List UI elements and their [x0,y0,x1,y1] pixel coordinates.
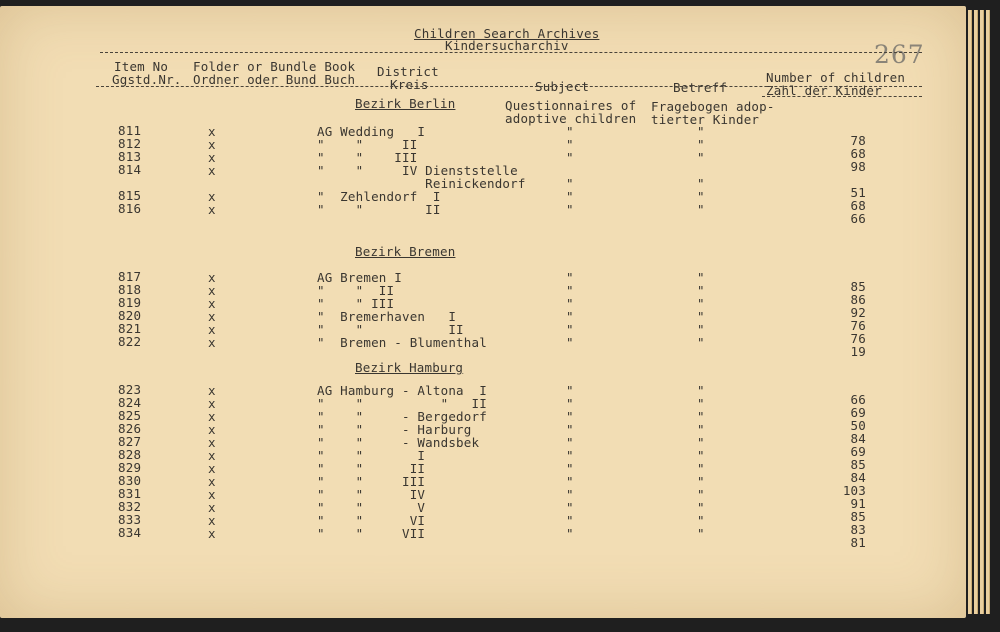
district-cell: " " II [317,137,418,152]
folder-mark-cell: x [208,487,216,502]
children-count-cell: 69 [850,405,866,420]
document-subtitle: Kindersucharchiv [445,38,569,53]
header-folder-de: Ordner oder Bund Buch [193,72,356,87]
subject-ditto-cell: " [566,422,574,437]
item-number-cell: 811 [118,123,142,138]
header-top-rule [100,52,922,53]
children-count-cell: 84 [850,470,866,485]
folder-mark-cell: x [208,383,216,398]
subject-ditto-cell: " [566,150,574,165]
subject-ditto-cell: " [566,500,574,515]
betreff-ditto-cell: " [697,409,705,424]
section-subject: Questionnaires of [505,98,637,113]
subject-ditto-cell: " [566,461,574,476]
betreff-ditto-cell: " [697,513,705,528]
subject-ditto-cell: " [566,202,574,217]
item-number-cell: 834 [118,525,142,540]
page-edge [968,10,972,614]
betreff-ditto-cell: " [697,474,705,489]
betreff-ditto-cell: " [697,309,705,324]
item-number-cell: 825 [118,408,142,423]
children-count-cell: 69 [850,444,866,459]
section-betreff-line2: tierter Kinder [651,112,760,127]
children-count-cell: 50 [850,418,866,433]
betreff-ditto-cell: " [697,322,705,337]
subject-ditto-cell: " [566,296,574,311]
folder-mark-cell: x [208,435,216,450]
children-count-cell: 84 [850,431,866,446]
folder-mark-cell: x [208,150,216,165]
children-count-cell: 86 [850,292,866,307]
betreff-ditto-cell: " [697,283,705,298]
betreff-ditto-cell: " [697,202,705,217]
header-subject: Subject [535,79,590,94]
page-edge [974,10,978,614]
betreff-ditto-cell: " [697,487,705,502]
item-number-cell: 814 [118,162,142,177]
subject-ditto-cell: " [566,383,574,398]
district-cell: AG Bremen I [317,270,402,285]
betreff-ditto-cell: " [697,137,705,152]
betreff-ditto-cell: " [697,383,705,398]
district-cell: " " VI [317,513,426,528]
item-number-cell: 828 [118,447,142,462]
subject-ditto-cell: " [566,474,574,489]
folder-mark-cell: x [208,335,216,350]
subject-ditto-cell: " [566,526,574,541]
children-count-cell: 103 [842,483,866,498]
children-count-cell: 85 [850,279,866,294]
folder-mark-cell: x [208,448,216,463]
district-cell: " " VII [317,526,426,541]
children-count-cell: 76 [850,331,866,346]
betreff-ditto-cell: " [697,448,705,463]
children-count-cell: 78 [850,133,866,148]
subject-ditto-cell: " [566,396,574,411]
item-number-cell: 819 [118,295,142,310]
district-cell: " " V [317,500,426,515]
page-edge [986,10,990,614]
item-number-cell: 821 [118,321,142,336]
betreff-ditto-cell: " [697,176,705,191]
children-count-cell: 83 [850,522,866,537]
district-cell: AG Hamburg - Altona I [317,383,487,398]
children-count-cell: 66 [850,211,866,226]
betreff-ditto-cell: " [697,270,705,285]
section-subject-line2: adoptive children [505,111,637,126]
betreff-ditto-cell: " [697,189,705,204]
subject-ditto-cell: " [566,513,574,528]
folder-mark-cell: x [208,526,216,541]
district-cell: " " II [317,283,395,298]
folder-mark-cell: x [208,189,216,204]
subject-ditto-cell: " [566,448,574,463]
item-number-cell: 820 [118,308,142,323]
district-cell: " Bremen - Blumenthal [317,335,487,350]
subject-ditto-cell: " [566,322,574,337]
betreff-ditto-cell: " [697,422,705,437]
folder-mark-cell: x [208,163,216,178]
item-number-cell: 816 [118,201,142,216]
item-number-cell: 823 [118,382,142,397]
district-cell: " " - Wandsbek [317,435,480,450]
children-count-cell: 92 [850,305,866,320]
folder-mark-cell: x [208,124,216,139]
folder-mark-cell: x [208,409,216,424]
children-count-cell: 98 [850,159,866,174]
section-title: Bezirk Hamburg [355,360,464,375]
district-cell: " " - Bergedorf [317,409,487,424]
folder-mark-cell: x [208,474,216,489]
header-district-de: Kreis [390,77,429,92]
betreff-ditto-cell: " [697,396,705,411]
district-cell: " " " II [317,396,487,411]
children-count-cell: 76 [850,318,866,333]
children-count-cell: 91 [850,496,866,511]
header-betreff: Betreff [673,80,728,95]
header-number-rule [762,96,922,97]
subject-ditto-cell: " [566,309,574,324]
folder-mark-cell: x [208,296,216,311]
district-cell: Reinickendorf [317,176,526,191]
header-number: Number of children [766,70,906,85]
item-number-cell: 833 [118,512,142,527]
page-number: 267 [874,40,925,69]
section-title: Bezirk Berlin [355,96,456,111]
district-cell: " " II [317,202,441,217]
district-cell: " Bremerhaven I [317,309,457,324]
header-item-no-de: Ggstd.Nr. [112,72,182,87]
header-bottom-rule [96,86,922,87]
district-cell: " " II [317,461,426,476]
subject-ditto-cell: " [566,435,574,450]
folder-mark-cell: x [208,309,216,324]
header-number-de: Zahl der Kinder [766,83,882,98]
item-number-cell: 824 [118,395,142,410]
district-cell: " " I [317,448,426,463]
item-number-cell: 813 [118,149,142,164]
header-folder: Folder or Bundle Book [193,59,356,74]
subject-ditto-cell: " [566,487,574,502]
page-edge [980,10,984,614]
betreff-ditto-cell: " [697,526,705,541]
district-cell: " " II [317,322,464,337]
document-title: Children Search Archives [414,26,600,41]
item-number-cell: 832 [118,499,142,514]
district-cell: " " - Harburg [317,422,472,437]
children-count-cell: 81 [850,535,866,550]
subject-ditto-cell: " [566,335,574,350]
folder-mark-cell: x [208,202,216,217]
subject-ditto-cell: " [566,189,574,204]
betreff-ditto-cell: " [697,150,705,165]
header-district: District [377,64,439,79]
district-cell: " " III [317,296,395,311]
betreff-ditto-cell: " [697,335,705,350]
district-cell: " " IV Dienststelle [317,163,518,178]
children-count-cell: 85 [850,457,866,472]
folder-mark-cell: x [208,513,216,528]
item-number-cell: 815 [118,188,142,203]
folder-mark-cell: x [208,422,216,437]
folder-mark-cell: x [208,461,216,476]
item-number-cell: 812 [118,136,142,151]
folder-mark-cell: x [208,500,216,515]
section-title: Bezirk Bremen [355,244,456,259]
children-count-cell: 68 [850,198,866,213]
item-number-cell: 822 [118,334,142,349]
item-number-cell: 830 [118,473,142,488]
subject-ditto-cell: " [566,283,574,298]
betreff-ditto-cell: " [697,296,705,311]
children-count-cell: 66 [850,392,866,407]
section-betreff: Fragebogen adop- [651,99,775,114]
children-count-cell: 68 [850,146,866,161]
item-number-cell: 817 [118,269,142,284]
betreff-ditto-cell: " [697,124,705,139]
district-cell: " Zehlendorf I [317,189,441,204]
subject-ditto-cell: " [566,409,574,424]
betreff-ditto-cell: " [697,500,705,515]
district-cell: " " III [317,474,426,489]
item-number-cell: 831 [118,486,142,501]
betreff-ditto-cell: " [697,435,705,450]
subject-ditto-cell: " [566,137,574,152]
folder-mark-cell: x [208,396,216,411]
children-count-cell: 51 [850,185,866,200]
item-number-cell: 826 [118,421,142,436]
subject-ditto-cell: " [566,270,574,285]
children-count-cell: 85 [850,509,866,524]
district-cell: AG Wedding I [317,124,426,139]
children-count-cell: 19 [850,344,866,359]
folder-mark-cell: x [208,270,216,285]
item-number-cell: 827 [118,434,142,449]
folder-mark-cell: x [208,322,216,337]
item-number-cell: 818 [118,282,142,297]
betreff-ditto-cell: " [697,461,705,476]
subject-ditto-cell: " [566,124,574,139]
header-item-no: Item No [114,59,169,74]
subject-ditto-cell: " [566,176,574,191]
folder-mark-cell: x [208,283,216,298]
district-cell: " " III [317,150,418,165]
item-number-cell: 829 [118,460,142,475]
folder-mark-cell: x [208,137,216,152]
district-cell: " " IV [317,487,426,502]
